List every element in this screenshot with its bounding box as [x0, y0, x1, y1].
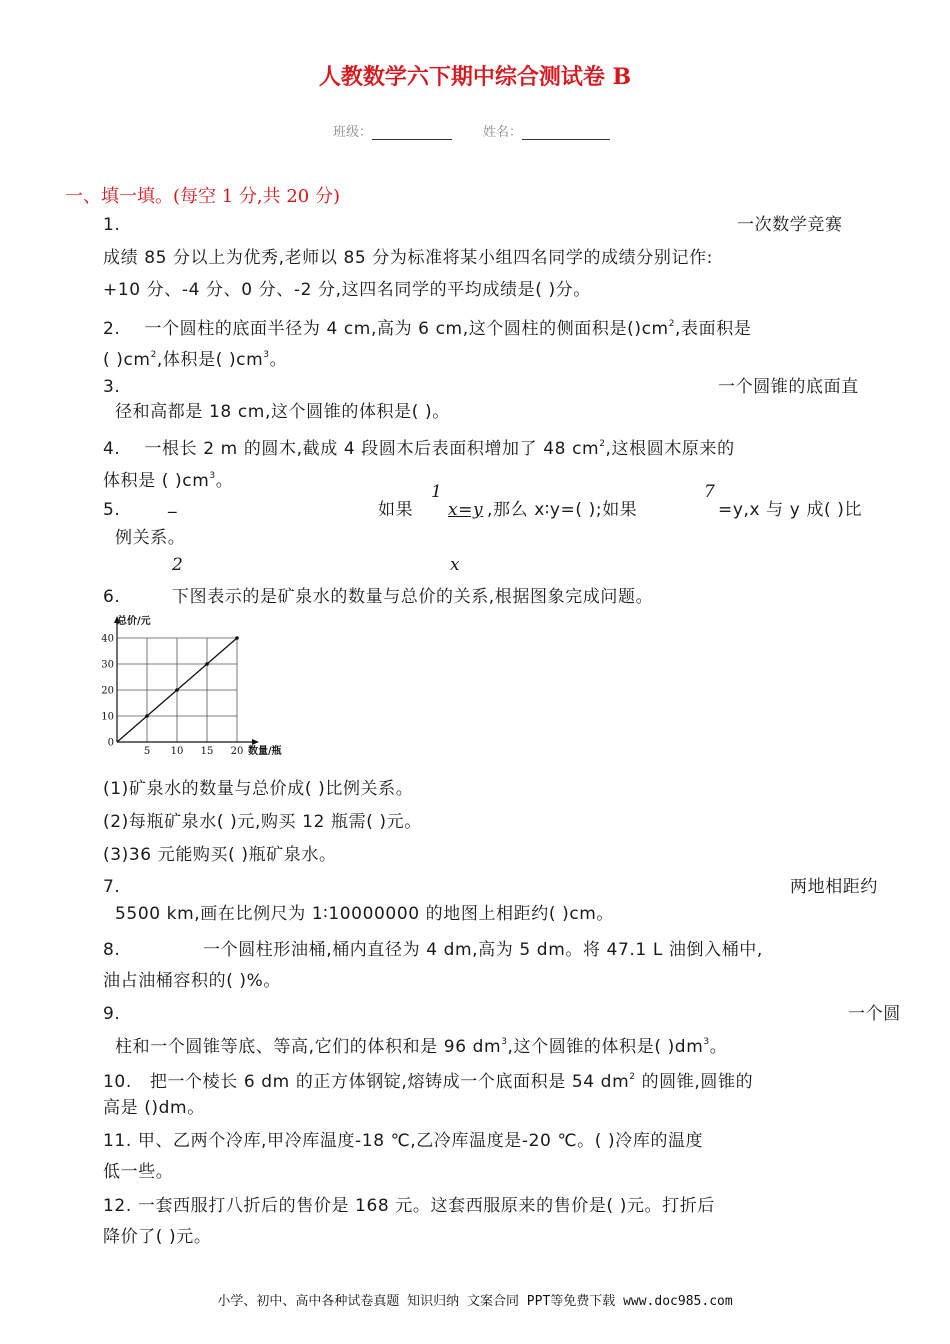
- y-tick-label: 30: [101, 659, 114, 671]
- x-tick-label: 20: [230, 746, 244, 757]
- q6-sub2: (2)每瓶矿泉水( )元,购买 12 瓶需( )元。: [103, 812, 422, 832]
- q5-mid: ,那么 x∶y=( );如果: [487, 500, 638, 520]
- class-label: 班级：: [333, 125, 373, 140]
- q2-sup-c: 3: [263, 350, 270, 360]
- q2-text-e: 。: [269, 350, 288, 370]
- q12-line2: 降价了( )元。: [103, 1227, 212, 1247]
- page-title: 人教数学六下期中综合测试卷 B: [318, 64, 632, 90]
- q4-line2: [103, 466, 233, 491]
- q4-text-d: 。: [215, 471, 234, 491]
- q9-head: 一个圆: [848, 1004, 901, 1024]
- q3-line2: 径和高都是 18 cm,这个圆锥的体积是( )。: [115, 402, 450, 422]
- q5-frac1-den: 2: [172, 555, 184, 575]
- x-tick-label: 15: [200, 746, 214, 757]
- q8-number: 8.: [103, 940, 121, 960]
- q10-text-a: 把一个棱长 6 dm 的正方体钢锭,熔铸成一个底面积是 54 dm: [149, 1072, 630, 1092]
- q4-text-a: 一根长 2 m 的圆木,截成 4 段圆木后表面积增加了 48 cm: [144, 439, 600, 459]
- q11-line2: 低一些。: [103, 1162, 174, 1182]
- q9-text-a: 柱和一个圆锥等底、等高,它们的体积和是 96 dm: [115, 1037, 502, 1057]
- q9-line2: [115, 1032, 727, 1057]
- q11-line1: 11. 甲、乙两个冷库,甲冷库温度-18 ℃,乙冷库温度是-20 ℃。( )冷库的温度: [103, 1131, 704, 1151]
- q8-line2: 油占油桶容积的( )%。: [103, 971, 282, 991]
- y-axis-label: 总价/元: [117, 616, 151, 627]
- name-field: [483, 121, 610, 140]
- q1-number: 1.: [103, 215, 121, 235]
- y-tick-label: 10: [101, 711, 114, 723]
- data-point: [205, 662, 209, 666]
- q2-text-b: ,表面积是: [675, 319, 752, 339]
- q5-dash: _: [168, 494, 178, 514]
- q5-frac1-num: 1: [431, 482, 443, 502]
- x-axis-arrow-icon: [252, 739, 259, 745]
- q3-number: 3.: [103, 377, 121, 397]
- q5-frac2-num: 7: [704, 482, 716, 502]
- q2-line1: [103, 314, 751, 339]
- data-point: [235, 636, 239, 640]
- x-axis-label: 数量/瓶: [248, 746, 282, 757]
- q4-sup-a: 2: [599, 439, 606, 449]
- q5-if1: 如果: [378, 500, 414, 520]
- x-tick-label: 10: [170, 746, 184, 757]
- q12-line1: 12. 一套西服打八折后的售价是 168 元。这套西服原来的售价是( )元。打折后: [103, 1196, 715, 1216]
- q4-sup-b: 3: [209, 471, 216, 481]
- q1-head: 一次数学竞赛: [737, 215, 843, 235]
- q9-text-c: 。: [709, 1037, 728, 1057]
- q7-number: 7.: [103, 877, 121, 897]
- q6-sub1: (1)矿泉水的数量与总价成( )比例关系。: [103, 779, 414, 799]
- q4-line1: [103, 434, 735, 459]
- q5-frac2-den: x: [450, 555, 461, 575]
- q5-line2: 例关系。: [115, 528, 186, 548]
- q2-text-a: 一个圆柱的底面半径为 4 cm,高为 6 cm,这个圆柱的侧面积是()cm: [144, 319, 669, 339]
- price-chart: [95, 612, 305, 760]
- q2-text-d: ,体积是( )cm: [156, 350, 264, 370]
- q2-text-c: ( )cm: [103, 350, 151, 370]
- y-tick-label: 40: [101, 633, 114, 645]
- q9-number: 9.: [103, 1004, 121, 1024]
- q7-line2: 5500 km,画在比例尺为 1∶10000000 的地图上相距约( )cm。: [115, 904, 615, 924]
- y-tick-label: 0: [107, 737, 114, 749]
- q5-expr2: =y,x 与 y 成( )比: [718, 500, 863, 520]
- q10-line1: [103, 1067, 753, 1092]
- q1-line3: +10 分、-4 分、0 分、-2 分,这四名同学的平均成绩是( )分。: [103, 280, 591, 300]
- q5-number: 5.: [103, 500, 121, 520]
- q4-text-c: 体积是 ( )cm: [103, 471, 210, 491]
- q4-number: 4.: [103, 439, 121, 459]
- q3-head: 一个圆锥的底面直: [718, 377, 859, 397]
- class-blank: [372, 125, 452, 140]
- y-tick-label: 20: [101, 685, 114, 697]
- q2-line2: [103, 345, 287, 370]
- q10-text-b: 的圆锥,圆锥的: [641, 1072, 754, 1092]
- x-tick-labels: [144, 746, 244, 757]
- q10-number: 10.: [103, 1072, 132, 1092]
- q5-expr1: x=y: [448, 500, 484, 520]
- q6-text: 下图表示的是矿泉水的数量与总价的关系,根据图象完成问题。: [172, 587, 654, 607]
- x-tick-label: 5: [143, 746, 151, 757]
- y-tick-labels: [101, 634, 114, 749]
- q4-text-b: ,这根圆木原来的: [605, 439, 735, 459]
- q9-text-b: ,这个圆锥的体积是( )dm: [507, 1037, 704, 1057]
- q2-number: 2.: [103, 319, 121, 339]
- q2-sup-a: 2: [668, 319, 676, 329]
- q6-sub3: (3)36 元能购买( )瓶矿泉水。: [103, 845, 337, 865]
- q8-line1: 一个圆柱形油桶,桶内直径为 4 dm,高为 5 dm。将 47.1 L 油倒入桶中,: [203, 940, 763, 960]
- q2-sup-b: 2: [150, 350, 157, 360]
- q1-line2: 成绩 85 分以上为优秀,老师以 85 分为标准将某小组四名同学的成绩分别记作:: [103, 248, 714, 268]
- footer-text: 小学、初中、高中各种试卷真题 知识归纳 文案合同 PPT等免费下载 www.doc985.com: [217, 1294, 733, 1309]
- q9-sup-a: 3: [501, 1037, 508, 1047]
- data-point: [175, 688, 179, 692]
- name-label: 姓名：: [483, 125, 523, 140]
- data-point: [145, 714, 149, 718]
- q10-sup: 2: [629, 1072, 636, 1082]
- q6-number: 6.: [103, 587, 121, 607]
- q10-line2: 高是 ()dm。: [103, 1098, 205, 1118]
- section-heading: 一、填一填。(每空 1 分,共 20 分): [65, 186, 341, 207]
- name-blank: [522, 125, 610, 140]
- q9-sup-b: 3: [703, 1037, 710, 1047]
- class-field: [333, 121, 452, 140]
- q7-head: 两地相距约: [790, 877, 878, 897]
